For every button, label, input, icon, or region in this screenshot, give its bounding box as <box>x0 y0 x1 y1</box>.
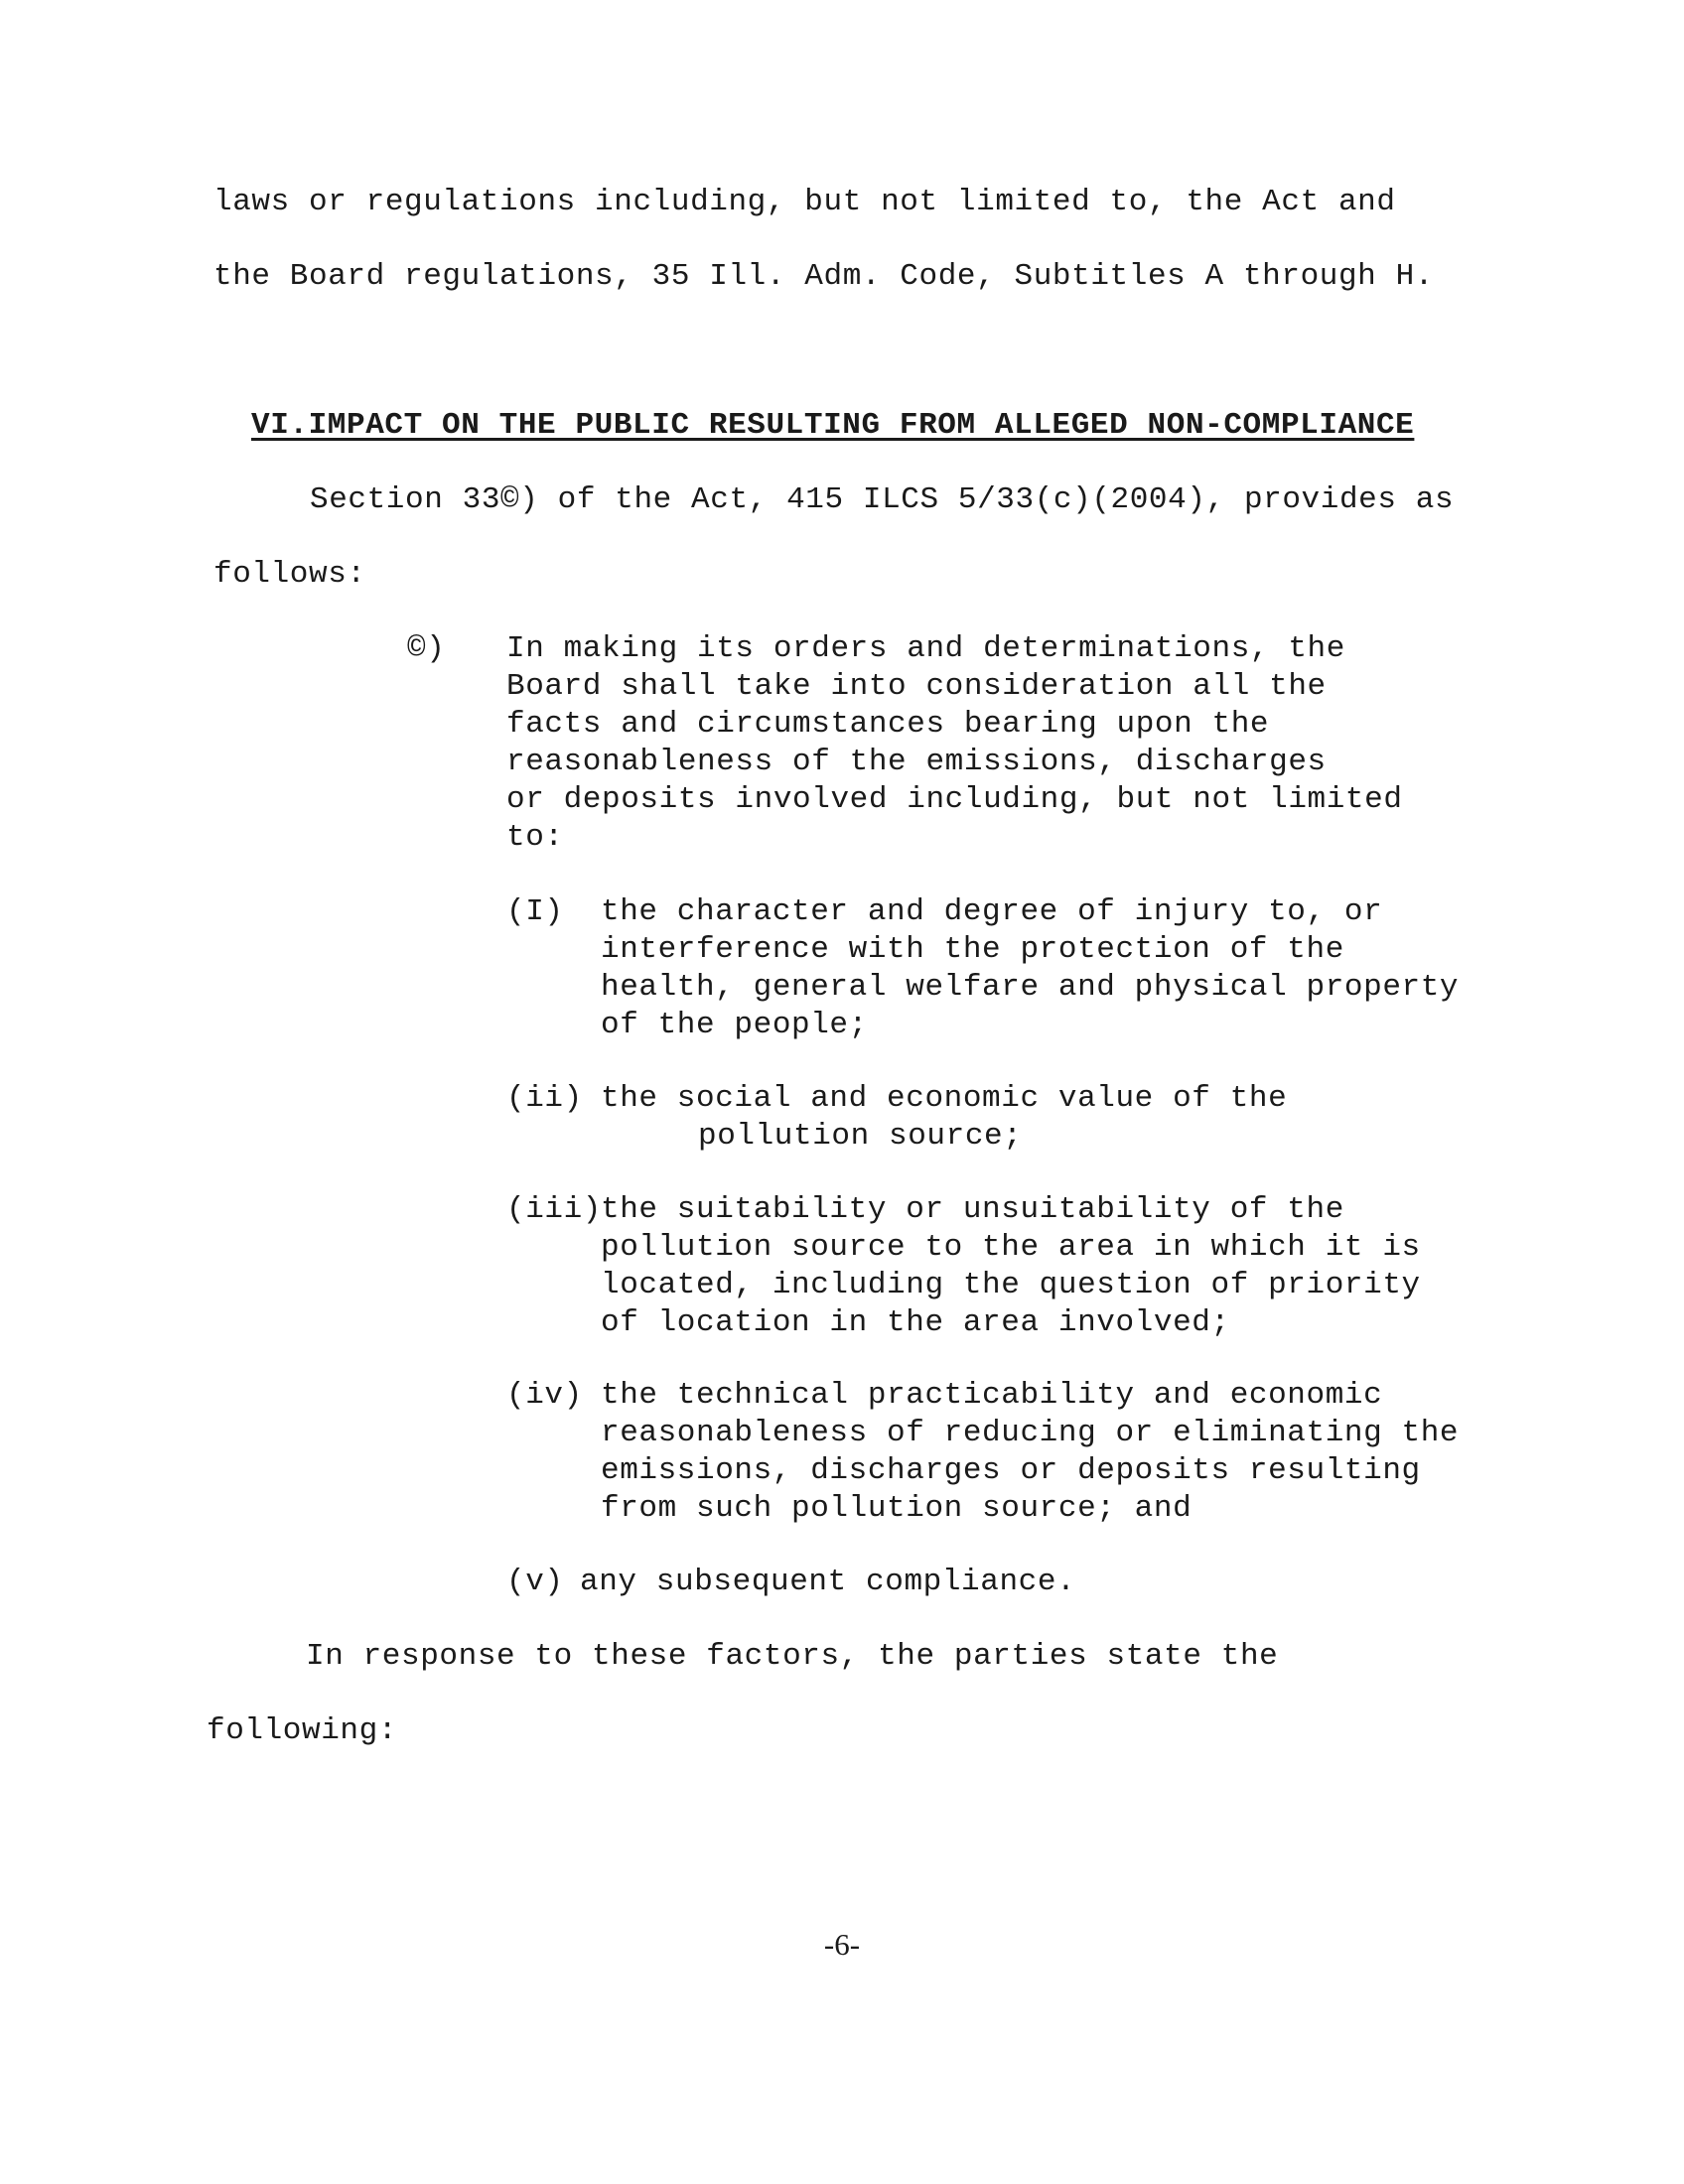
factor-i-line-2: interference with the protection of the <box>601 932 1344 967</box>
factor-label-i: (I) <box>506 894 564 929</box>
page-number: -6- <box>823 1927 861 1962</box>
intro-line-1: Section 33©) of the Act, 415 ILCS 5/33(c)(2004), provides as <box>310 482 1455 517</box>
factor-label-iv: (iv) <box>506 1378 583 1413</box>
factor-iv-line-2: reasonableness of reducing or eliminating the <box>601 1416 1460 1450</box>
quote-line-4: reasonableness of the emissions, discharges <box>506 745 1327 779</box>
response-line-2: following: <box>207 1713 398 1748</box>
factor-iii-line-4: of location in the area involved; <box>601 1305 1230 1340</box>
response-line-1: In response to these factors, the parties state the <box>306 1639 1279 1674</box>
quote-line-6: to: <box>506 820 564 855</box>
factor-iv-line-4: from such pollution source; and <box>601 1491 1193 1526</box>
factor-v-line-1: any subsequent compliance. <box>580 1565 1076 1599</box>
factor-iv-line-3: emissions, discharges or deposits resulting <box>601 1453 1421 1488</box>
factor-i-line-1: the character and degree of injury to, or <box>601 894 1383 929</box>
quote-label: ©) <box>407 631 446 666</box>
quote-line-1: In making its orders and determinations, the <box>506 631 1345 666</box>
factor-iii-line-1: the suitability or unsuitability of the <box>601 1192 1344 1227</box>
factor-iii-line-3: located, including the question of priority <box>601 1268 1421 1302</box>
factor-label-v: (v) <box>506 1565 564 1599</box>
quote-line-2: Board shall take into consideration all the <box>506 669 1327 704</box>
factor-i-line-4: of the people; <box>601 1008 868 1042</box>
factor-label-ii: (ii) <box>506 1081 583 1116</box>
section-heading: VI.IMPACT ON THE PUBLIC RESULTING FROM ALLEGED NON-COMPLIANCE <box>251 408 1415 443</box>
intro-line-2: follows: <box>213 557 366 592</box>
quote-line-3: facts and circumstances bearing upon the <box>506 707 1270 742</box>
factor-i-line-3: health, general welfare and physical property <box>601 970 1460 1005</box>
quote-line-5: or deposits involved including, but not limited <box>506 782 1403 817</box>
continuation-line-2: the Board regulations, 35 Ill. Adm. Code, Subtitles A through H. <box>213 259 1434 294</box>
factor-ii-line-1: the social and economic value of the <box>601 1081 1288 1116</box>
factor-label-iii: (iii) <box>506 1192 603 1227</box>
factor-ii-line-2: pollution source; <box>698 1119 1023 1154</box>
factor-iii-line-2: pollution source to the area in which it is <box>601 1230 1421 1265</box>
factor-iv-line-1: the technical practicability and economic <box>601 1378 1383 1413</box>
continuation-line-1: laws or regulations including, but not limited to, the Act and <box>213 185 1396 219</box>
